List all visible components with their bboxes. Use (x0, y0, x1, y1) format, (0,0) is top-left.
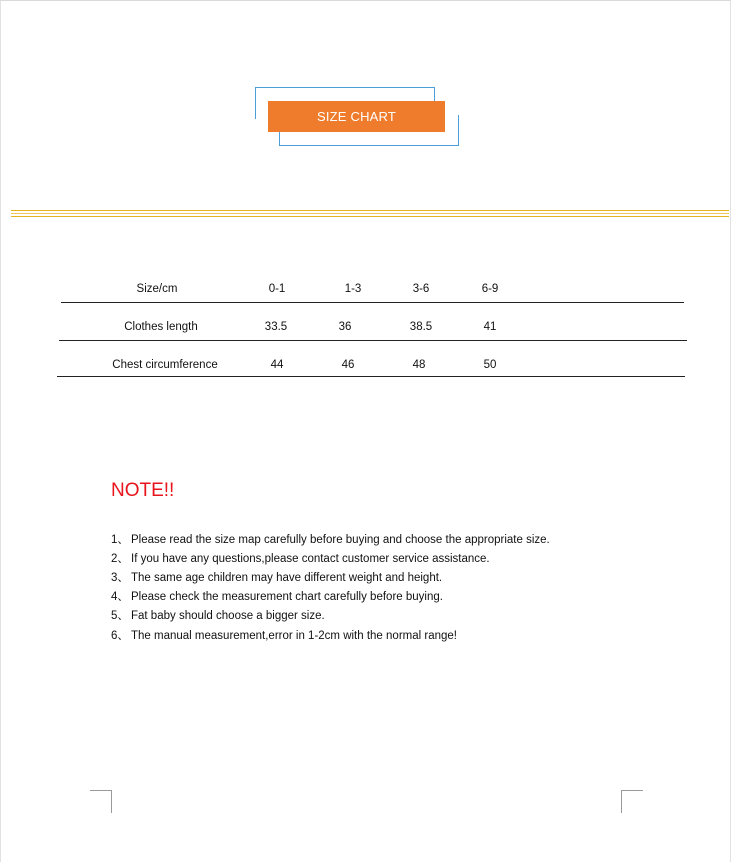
table-header-cell: 6-9 (481, 283, 499, 295)
note-item (111, 569, 442, 585)
note-item-number: 4、 (111, 591, 129, 603)
note-item-text: Fat baby should choose a bigger size. (131, 610, 325, 622)
note-item-number: 2、 (111, 553, 129, 565)
table-rule (59, 340, 687, 341)
note-item-number: 6、 (111, 630, 129, 642)
divider-line (11, 216, 729, 217)
table-cell: 46 (341, 359, 355, 371)
table-cell: 44 (270, 359, 284, 371)
table-header-size: Size/cm (136, 283, 178, 295)
note-item-text: Please read the size map carefully before buying and choose the appropriate size. (131, 534, 550, 546)
note-item-number: 1、 (111, 534, 129, 546)
divider-line (11, 210, 729, 211)
size-chart-title: SIZE CHART (268, 101, 445, 132)
note-item-text: The manual measurement,error in 1-2cm with the normal range! (131, 630, 457, 642)
table-cell: 48 (412, 359, 426, 371)
note-item (111, 550, 490, 566)
table-cell: 41 (483, 321, 497, 333)
table-cell: 33.5 (264, 321, 288, 333)
page-corner-mark (621, 790, 643, 813)
note-item-number: 5、 (111, 610, 129, 622)
note-item-text: Please check the measurement chart carefully before buying. (131, 591, 443, 603)
note-item (111, 531, 550, 547)
note-item-number: 3、 (111, 572, 129, 584)
table-rule (61, 302, 684, 303)
note-item-text: If you have any questions,please contact customer service assistance. (131, 553, 490, 565)
note-title: NOTE!! (111, 480, 175, 501)
note-item (111, 607, 325, 623)
divider-line (11, 213, 729, 214)
table-row-label: Chest circumference (112, 359, 218, 371)
table-row-label: Clothes length (124, 321, 198, 333)
note-item (111, 588, 443, 604)
table-cell: 36 (338, 321, 352, 333)
page-corner-mark (90, 790, 112, 813)
table-header-cell: 3-6 (412, 283, 430, 295)
table-cell: 38.5 (409, 321, 433, 333)
table-cell: 50 (483, 359, 497, 371)
note-item (111, 627, 457, 643)
note-item-text: The same age children may have different weight and height. (131, 572, 443, 584)
table-rule (57, 376, 685, 377)
table-header-cell: 0-1 (268, 283, 286, 295)
table-header-cell: 1-3 (344, 283, 362, 295)
